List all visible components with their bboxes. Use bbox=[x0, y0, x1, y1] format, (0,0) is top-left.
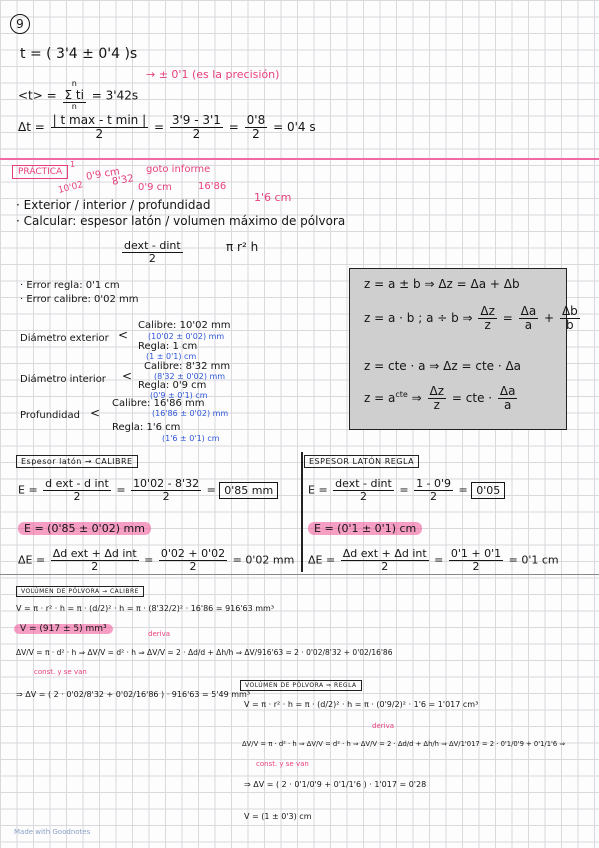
brace-icon: < bbox=[90, 406, 101, 420]
calibre-de-formula bbox=[18, 548, 294, 573]
regla-e-formula bbox=[308, 478, 505, 503]
calibre-e-highlight: E = (0'85 ± 0'02) mm bbox=[18, 522, 151, 535]
practica-sup: 1 bbox=[70, 160, 76, 169]
section-divider-2 bbox=[0, 574, 599, 575]
formula-product-lhs: z = a · b ; a ÷ b ⇒ bbox=[364, 311, 473, 326]
column-divider bbox=[301, 452, 303, 572]
e-frac-1 bbox=[333, 478, 394, 503]
thickness-num: dext - dint bbox=[124, 239, 181, 252]
de-den2: 2 bbox=[472, 560, 480, 574]
delta-den: 2 bbox=[95, 127, 104, 142]
implies-arrow: ⇒ bbox=[411, 391, 422, 406]
formula-power bbox=[364, 385, 519, 412]
diam-ext-cal-err: (10'02 ± 0'02) mm bbox=[148, 332, 225, 341]
dz-den-2: z bbox=[433, 398, 440, 413]
sum-den: n bbox=[71, 101, 77, 111]
vol-calibre-title: VOLÚMEN DE PÓLVORA → CALIBRE bbox=[16, 586, 144, 597]
formula-product bbox=[364, 305, 582, 332]
diam-ext-regla-err: (1 ± 0'1) cm bbox=[146, 352, 197, 361]
dz-den: z bbox=[484, 318, 491, 333]
equals-sign: = bbox=[116, 483, 126, 497]
power-cte: cte · bbox=[465, 391, 493, 406]
mean-formula bbox=[18, 80, 138, 112]
de-lhs: ΔE = bbox=[18, 553, 46, 567]
sum-top: n bbox=[71, 79, 77, 88]
e-result: 0'85 mm bbox=[219, 482, 278, 499]
delta-f2-num: 0'8 bbox=[246, 113, 266, 127]
sum-body: Σ ti bbox=[64, 87, 84, 102]
vol-calibre-line3: ΔV/V = π · d² · h ⇒ ΔV/V = d² · h ⇒ ΔV/V = 2 · Δd/d + Δh/h ⇒ ΔV/916'63 = 2 · 0'02/8'32 + 0'02/16'86 bbox=[16, 648, 393, 657]
de-result: = 0'1 cm bbox=[508, 553, 559, 567]
vol-regla-title: VOLÚMEN DE PÓLVORA ⇒ REGLA bbox=[240, 680, 362, 691]
e-lhs: E = bbox=[308, 483, 328, 497]
equals-sign: = bbox=[206, 483, 216, 497]
delta-f1-den: 2 bbox=[192, 127, 201, 142]
diam-ext-label: Diámetro exterior bbox=[20, 333, 109, 344]
de-den: 2 bbox=[381, 560, 389, 574]
vol-regla-deriva: deriva bbox=[372, 722, 395, 730]
e-den2: 2 bbox=[430, 490, 438, 504]
frac-da bbox=[519, 305, 539, 332]
plus-sign: + bbox=[544, 311, 555, 326]
bullet-calcular: · Calcular: espesor latón / volumen máximo de pólvora bbox=[16, 214, 346, 228]
delta-t-formula bbox=[18, 114, 316, 141]
e-num2: 1 - 0'9 bbox=[416, 477, 452, 490]
de-frac-2 bbox=[159, 548, 227, 573]
delta-f2-den: 2 bbox=[252, 127, 260, 142]
vol-calibre-deriva: deriva bbox=[148, 630, 171, 638]
thickness-frac bbox=[122, 240, 183, 265]
diam-int-cal: Calibre: 8'32 mm bbox=[144, 361, 231, 372]
e-frac-2 bbox=[131, 478, 201, 503]
time-measurement: t = ( 3'4 ± 0'4 )s bbox=[20, 46, 138, 62]
equals-sign: = bbox=[451, 391, 462, 406]
diam-ext-cal: Calibre: 10'02 mm bbox=[138, 320, 231, 331]
da-den: a bbox=[524, 318, 533, 333]
de-lhs: ΔE = bbox=[308, 553, 336, 567]
volume-formula: π r² h bbox=[226, 240, 259, 254]
da-num: Δa bbox=[520, 304, 537, 318]
thickness-den: 2 bbox=[148, 252, 156, 266]
e-result: 0'05 bbox=[471, 482, 505, 499]
delta-lhs: Δt = bbox=[18, 120, 45, 135]
prof-label: Profundidad bbox=[20, 410, 81, 421]
diam-int-label: Diámetro interior bbox=[20, 374, 106, 385]
power-lhs: z = a bbox=[364, 391, 396, 406]
delta-f1-num: 3'9 - 3'1 bbox=[171, 113, 221, 127]
e-frac-1 bbox=[43, 478, 111, 503]
de-frac-1 bbox=[51, 548, 139, 573]
dz-num-2: Δz bbox=[429, 384, 445, 398]
annot-1686: 16'86 bbox=[198, 181, 227, 192]
db-den: b bbox=[566, 318, 574, 333]
prof-regla: Regla: 1'6 cm bbox=[112, 422, 181, 433]
vol-calibre-const-note: const. y se van bbox=[34, 668, 87, 676]
frac-dz bbox=[478, 305, 497, 332]
annot-goto: goto informe bbox=[146, 164, 211, 175]
de-frac-1 bbox=[341, 548, 429, 573]
annot-09cm-a: 0'9 cm bbox=[85, 166, 121, 183]
equals-sign: = bbox=[153, 120, 165, 135]
e-den: 2 bbox=[73, 490, 81, 504]
da-num-2: Δa bbox=[499, 384, 516, 398]
frac-dz-2 bbox=[428, 385, 447, 412]
diam-ext-regla: Regla: 1 cm bbox=[138, 341, 198, 352]
delta-num: | t max - t min | bbox=[52, 113, 147, 127]
formula-sum: z = a ± b ⇒ Δz = Δa + Δb bbox=[364, 277, 520, 291]
vol-calibre-line4: ⇒ ΔV = ( 2 · 0'02/8'32 + 0'02/16'86 ) · 916'63 = 5'49 mm³ bbox=[16, 690, 251, 699]
error-regla: · Error regla: 0'1 cm bbox=[20, 280, 120, 291]
equals-sign: = bbox=[399, 483, 409, 497]
regla-de-formula bbox=[308, 548, 559, 573]
de-num: Δd ext + Δd int bbox=[52, 547, 137, 560]
de-frac-2 bbox=[449, 548, 503, 573]
dz-num: Δz bbox=[480, 304, 495, 318]
db-num: Δb bbox=[561, 304, 578, 318]
mean-rhs: = 3'42s bbox=[91, 88, 139, 103]
vol-calibre-line1: V = π · r² · h = π · (d/2)² · h = π · (8'32/2)² · 16'86 = 916'63 mm³ bbox=[16, 604, 275, 613]
e-frac-2 bbox=[414, 478, 453, 503]
de-num2: 0'02 + 0'02 bbox=[160, 547, 226, 560]
e-lhs: E = bbox=[18, 483, 38, 497]
delta-rhs: = 0'4 s bbox=[273, 120, 316, 135]
annot-09cm-b: 0'9 cm bbox=[138, 182, 172, 193]
goodnotes-watermark: Made with Goodnotes bbox=[14, 828, 91, 836]
vol-regla-line4: V = (1 ± 0'3) cm bbox=[244, 812, 312, 821]
mean-lhs: <t> = bbox=[18, 88, 57, 103]
equals-sign: = bbox=[458, 483, 468, 497]
prof-cal: Calibre: 16'86 mm bbox=[112, 398, 205, 409]
diam-int-regla: Regla: 0'9 cm bbox=[138, 380, 207, 391]
da-den-2: a bbox=[504, 398, 512, 413]
de-den: 2 bbox=[91, 560, 99, 574]
delta-frac-3 bbox=[245, 114, 268, 141]
practica-label: PRÁCTICA bbox=[12, 165, 68, 179]
bullet-exterior: · Exterior / interior / profundidad bbox=[16, 198, 211, 212]
error-calibre: · Error calibre: 0'02 mm bbox=[20, 294, 139, 305]
power-exponent: cte bbox=[395, 390, 408, 400]
calibre-title: Espesor latón → CALIBRE bbox=[16, 455, 138, 468]
vol-regla-line2: ΔV/V = π · d² · h ⇒ ΔV/V = d² · h ⇒ ΔV/V = 2 · Δd/d + Δh/h ⇒ ΔV/1'017 = 2 · 0'1/0'9 + 0'1/1'6 ⇒ bbox=[242, 740, 566, 748]
e-num2: 10'02 - 8'32 bbox=[133, 477, 200, 490]
precision-note: → ± 0'1 (es la precisión) bbox=[146, 68, 280, 81]
annot-16cm: 1'6 cm bbox=[254, 191, 292, 204]
e-den2: 2 bbox=[162, 490, 170, 504]
annot-832: 8'32 bbox=[111, 173, 135, 188]
diam-int-regla-err: (0'9 ± 0'1) cm bbox=[150, 391, 208, 400]
vol-calibre-highlight: V = (917 ± 5) mm³ bbox=[14, 624, 113, 634]
de-num2: 0'1 + 0'1 bbox=[450, 547, 502, 560]
regla-title: ESPESOR LATÓN REGLA bbox=[304, 455, 419, 468]
thickness-fraction bbox=[120, 240, 185, 265]
equals-sign: = bbox=[144, 553, 154, 567]
regla-e-highlight: E = (0'1 ± 0'1) cm bbox=[308, 522, 422, 535]
brace-icon: < bbox=[122, 369, 133, 383]
diam-int-cal-err: (8'32 ± 0'02) mm bbox=[154, 372, 226, 381]
error-propagation-box bbox=[349, 268, 578, 430]
equals-sign: = bbox=[434, 553, 444, 567]
section-divider bbox=[0, 158, 599, 160]
mean-sum bbox=[63, 80, 86, 112]
delta-frac-1 bbox=[51, 114, 149, 141]
vol-regla-line1: V = π · r² · h = π · (d/2)² · h = π · (0'9/2)² · 1'6 = 1'017 cm³ bbox=[244, 700, 479, 709]
e-num: d ext - d int bbox=[45, 477, 109, 490]
de-result: = 0'02 mm bbox=[232, 553, 295, 567]
prof-cal-err: (16'86 ± 0'02) mm bbox=[152, 409, 229, 418]
delta-frac-2 bbox=[170, 114, 223, 141]
equals-sign: = bbox=[502, 311, 513, 326]
brace-icon: < bbox=[118, 328, 129, 342]
problem-number: 9 bbox=[10, 14, 30, 34]
e-num: dext - dint bbox=[335, 477, 392, 490]
de-den2: 2 bbox=[189, 560, 197, 574]
frac-da-2 bbox=[498, 385, 518, 412]
annot-1002: 10'02 bbox=[57, 180, 85, 196]
formula-const: z = cte · a ⇒ Δz = cte · Δa bbox=[364, 359, 522, 373]
equals-sign: = bbox=[228, 120, 239, 135]
calibre-e-formula bbox=[18, 478, 278, 503]
e-den: 2 bbox=[360, 490, 367, 504]
prof-regla-err: (1'6 ± 0'1) cm bbox=[162, 434, 220, 443]
de-num: Δd ext + Δd int bbox=[342, 547, 427, 560]
vol-regla-const-note: const. y se van bbox=[256, 760, 309, 768]
vol-regla-line3: ⇒ ΔV = ( 2 · 0'1/0'9 + 0'1/1'6 ) · 1'017 = 0'28 bbox=[244, 780, 427, 789]
frac-db bbox=[560, 305, 580, 332]
